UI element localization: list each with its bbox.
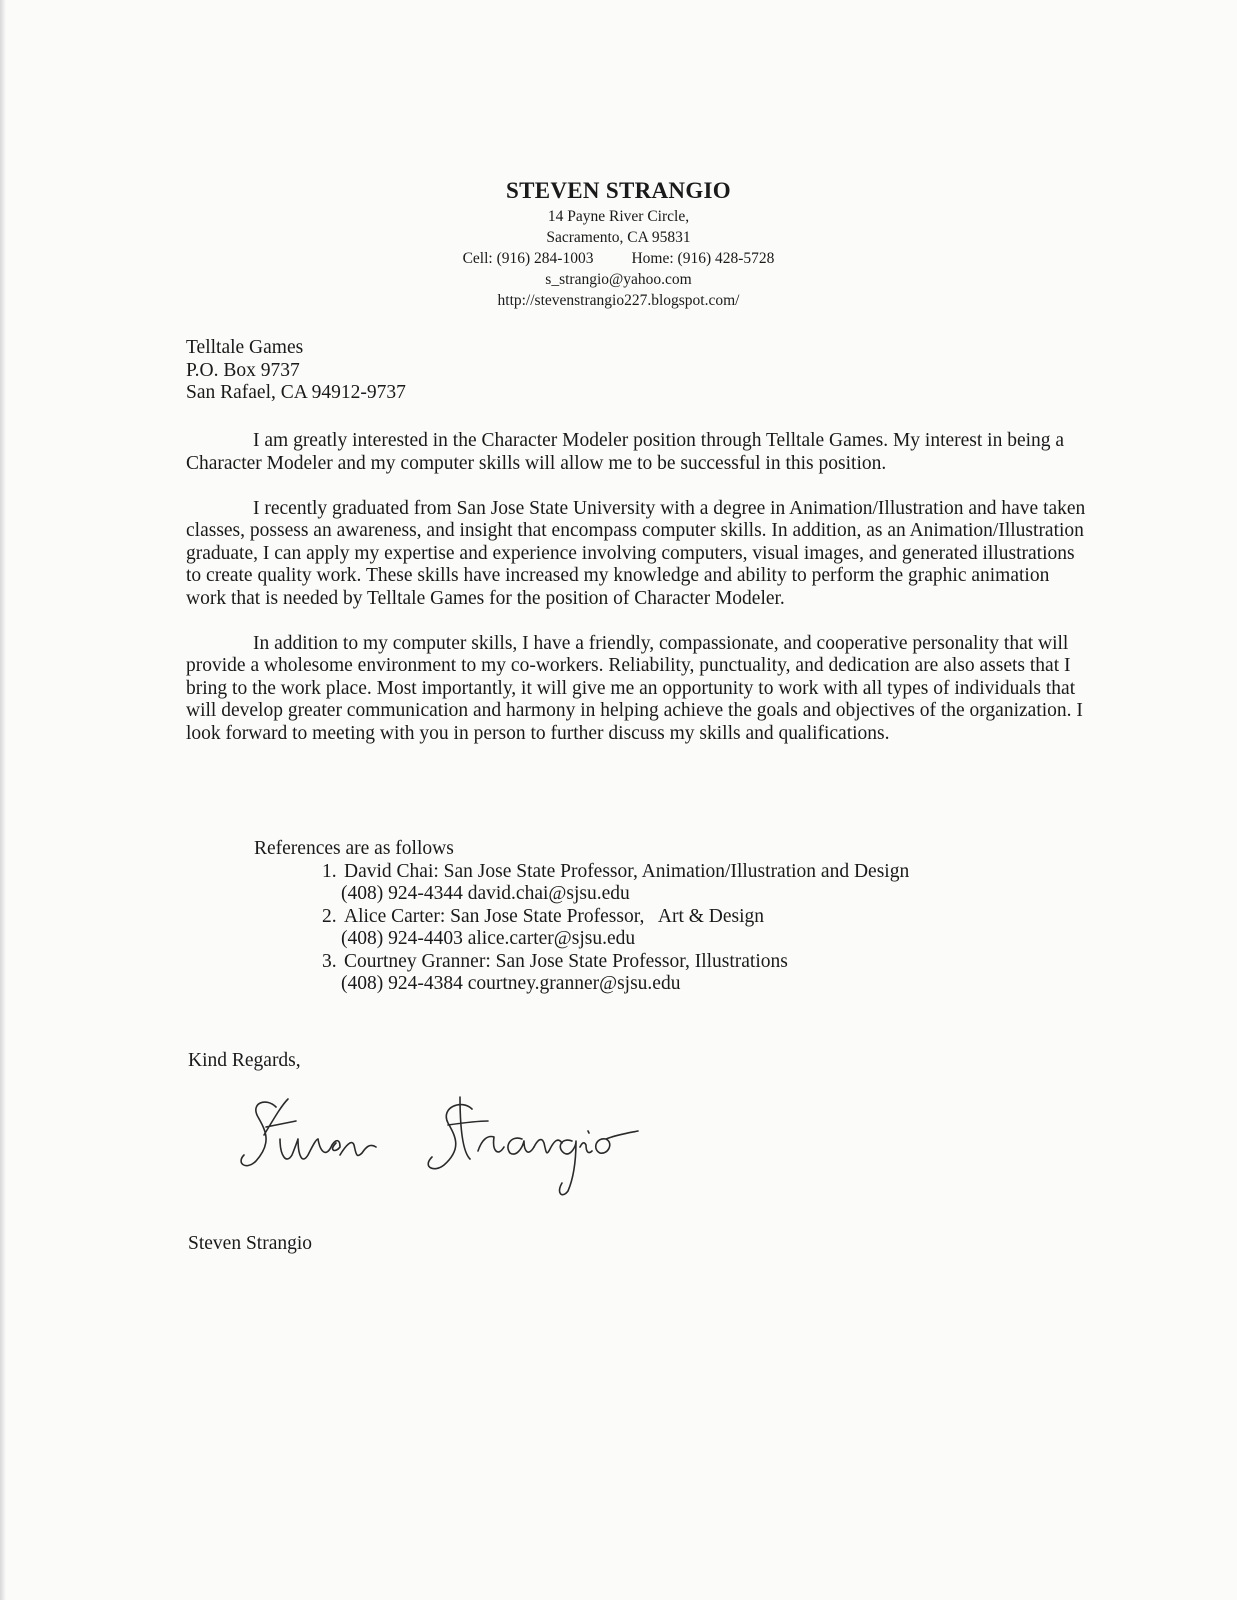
references-section bbox=[254, 838, 909, 996]
reference-item bbox=[254, 861, 909, 906]
reference-name: David Chai: San Jose State Professor, Animation/Illustration and Design bbox=[344, 860, 910, 882]
reference-contact: (408) 924-4384 courtney.granner@sjsu.edu bbox=[341, 973, 681, 994]
closing-salutation: Kind Regards, bbox=[188, 1050, 301, 1071]
reference-number: 3. bbox=[322, 950, 337, 972]
reference-name: Alice Carter: San Jose State Professor, Art & Design bbox=[344, 905, 765, 927]
reference-number: 1. bbox=[322, 860, 337, 882]
reference-name: Courtney Granner: San Jose State Professor, Illustrations bbox=[344, 950, 788, 972]
references-intro: References are as follows bbox=[254, 838, 454, 859]
sender-website: http://stevenstrangio227.blogspot.com/ bbox=[497, 292, 740, 309]
sender-name: STEVEN STRANGIO bbox=[506, 178, 731, 203]
body-paragraph-1: I am greatly interested in the Character Modeler position through Telltale Games. My interest in being a Character Modeler and my computer skills will allow me to be successful in this position. bbox=[186, 430, 1065, 474]
reference-item bbox=[254, 951, 909, 996]
reference-contact: (408) 924-4403 alice.carter@sjsu.edu bbox=[341, 928, 636, 949]
references-list bbox=[254, 861, 909, 996]
body-paragraph-2: I recently graduated from San Jose State University with a degree in Animation/Illustration and have taken classes, possess an awareness, and insight that encompass computer skills. In addition, as an Animation/Illustration graduate, I can apply my expertise and experience involving computers, visual images, and generated illustrations to create quality work. These skills have increased my knowledge and ability to perform the graphic animation work that is needed by Telltale Games for the position of Character Modeler. bbox=[186, 497, 1086, 609]
recipient-address bbox=[186, 337, 406, 405]
recipient-company: Telltale Games bbox=[186, 337, 304, 358]
recipient-city: San Rafael, CA 94912-9737 bbox=[186, 382, 406, 403]
handwritten-signature bbox=[236, 1095, 656, 1210]
letterhead bbox=[0, 176, 1237, 311]
recipient-po-box: P.O. Box 9737 bbox=[186, 359, 300, 381]
signed-name: Steven Strangio bbox=[188, 1233, 313, 1254]
sender-cell: Cell: (916) 284-1003 bbox=[462, 250, 594, 267]
reference-number: 2. bbox=[322, 905, 337, 927]
sender-home: Home: (916) 428-5728 bbox=[631, 250, 775, 267]
sender-email: s_strangio@yahoo.com bbox=[545, 271, 692, 288]
reference-contact: (408) 924-4344 david.chai@sjsu.edu bbox=[341, 883, 630, 904]
body-paragraph-3: In addition to my computer skills, I have a friendly, compassionate, and cooperative personality that will provide a wholesome environment to my co-workers. Reliability, punctuality, and dedication are also assets that I bring to the work place. Most importantly, it will give me an opportunity to work with all types of individuals that will develop greater communication and harmony in helping achieve the goals and objectives of the organization. I look forward to meeting with you in person to further discuss my skills and qualifications. bbox=[186, 632, 1083, 744]
reference-item bbox=[254, 906, 909, 951]
sender-address-line2: Sacramento, CA 95831 bbox=[546, 229, 691, 246]
sender-address-line1: 14 Payne River Circle, bbox=[547, 208, 690, 225]
letter-body bbox=[186, 430, 1091, 768]
sender-phones bbox=[0, 248, 1237, 269]
